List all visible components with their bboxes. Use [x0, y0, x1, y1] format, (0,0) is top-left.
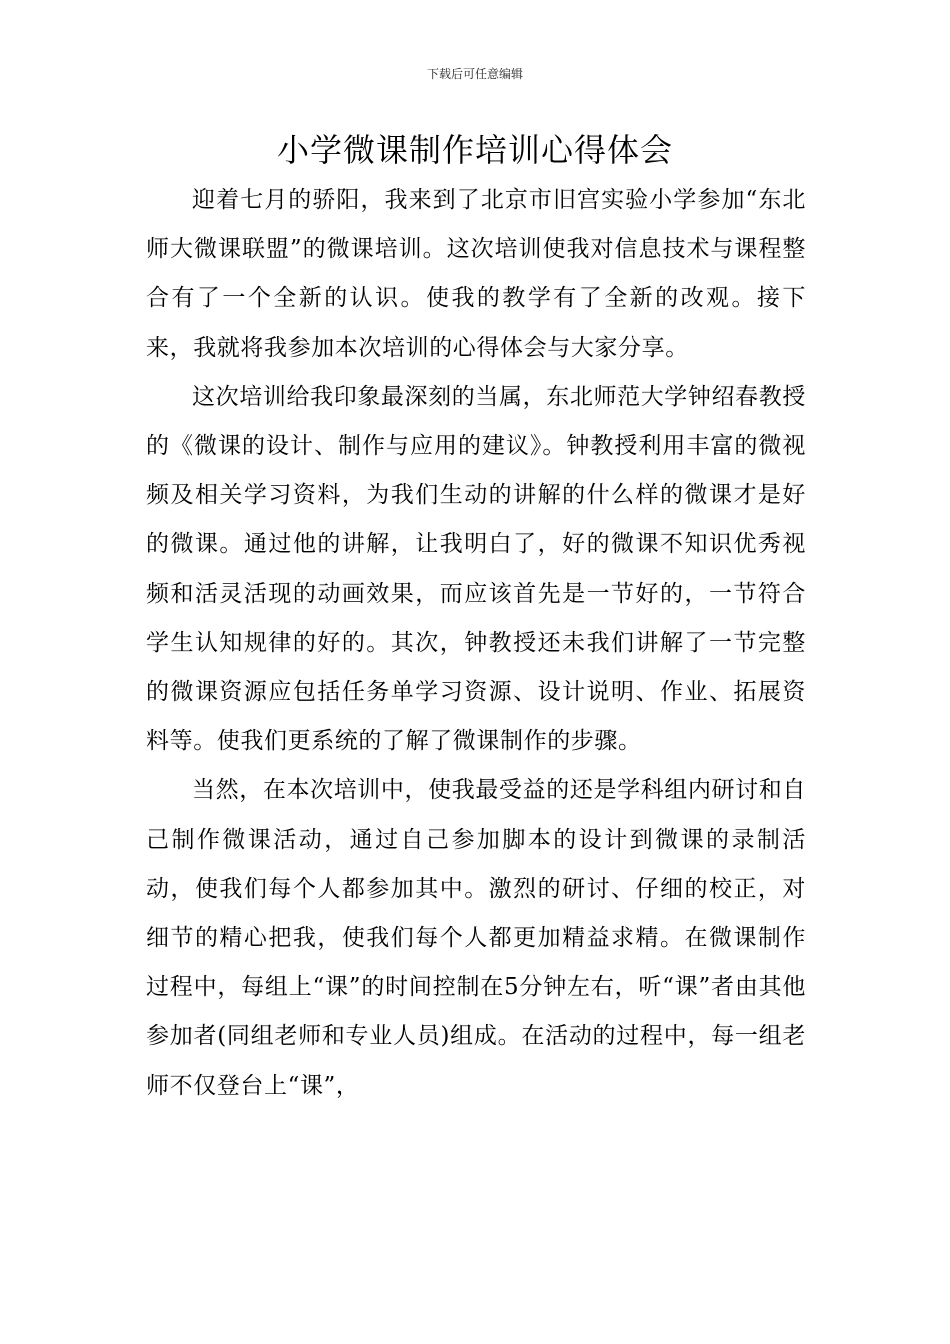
- header-note: 下载后可任意编辑: [426, 67, 523, 81]
- document-body: [146, 176, 806, 1111]
- paragraph-1: 迎着七月的骄阳，我来到了北京市旧宫实验小学参加“东北师大微课联盟”的微课培训。这次培训使我对信息技术与课程整合有了一个全新的认识。使我的教学有了全新的改观。接下来，我就将我参加本次培训的心得体会与大家分享。: [146, 187, 806, 361]
- paragraph-3: 当然，在本次培训中，使我最受益的还是学科组内研讨和自己制作微课活动，通过自己参加脚本的设计到微课的录制活动，使我们每个人都参加其中。激烈的研讨、仔细的校正，对细节的精心把我，使我们每个人都更加精益求精。在微课制作过程中，每组上“课”的时间控制在5分钟左右，听“课”者由其他参加者(同组老师和专业人员)组成。在活动的过程中，每一组老师不仅登台上“课”，: [146, 777, 806, 1099]
- paragraph-2: 这次培训给我印象最深刻的当属，东北师范大学钟绍春教授的《微课的设计、制作与应用的建议》。钟教授利用丰富的微视频及相关学习资料，为我们生动的讲解的什么样的微课才是好的微课。通过他的讲解，让我明白了，好的微课不知识优秀视频和活灵活现的动画效果，而应该首先是一节好的，一节符合学生认知规律的好的。其次，钟教授还未我们讲解了一节完整的微课资源应包括任务单学习资源、设计说明、作业、拓展资料等。使我们更系统的了解了微课制作的步骤。: [146, 383, 806, 755]
- document-title: 小学微课制作培训心得体会: [276, 131, 673, 169]
